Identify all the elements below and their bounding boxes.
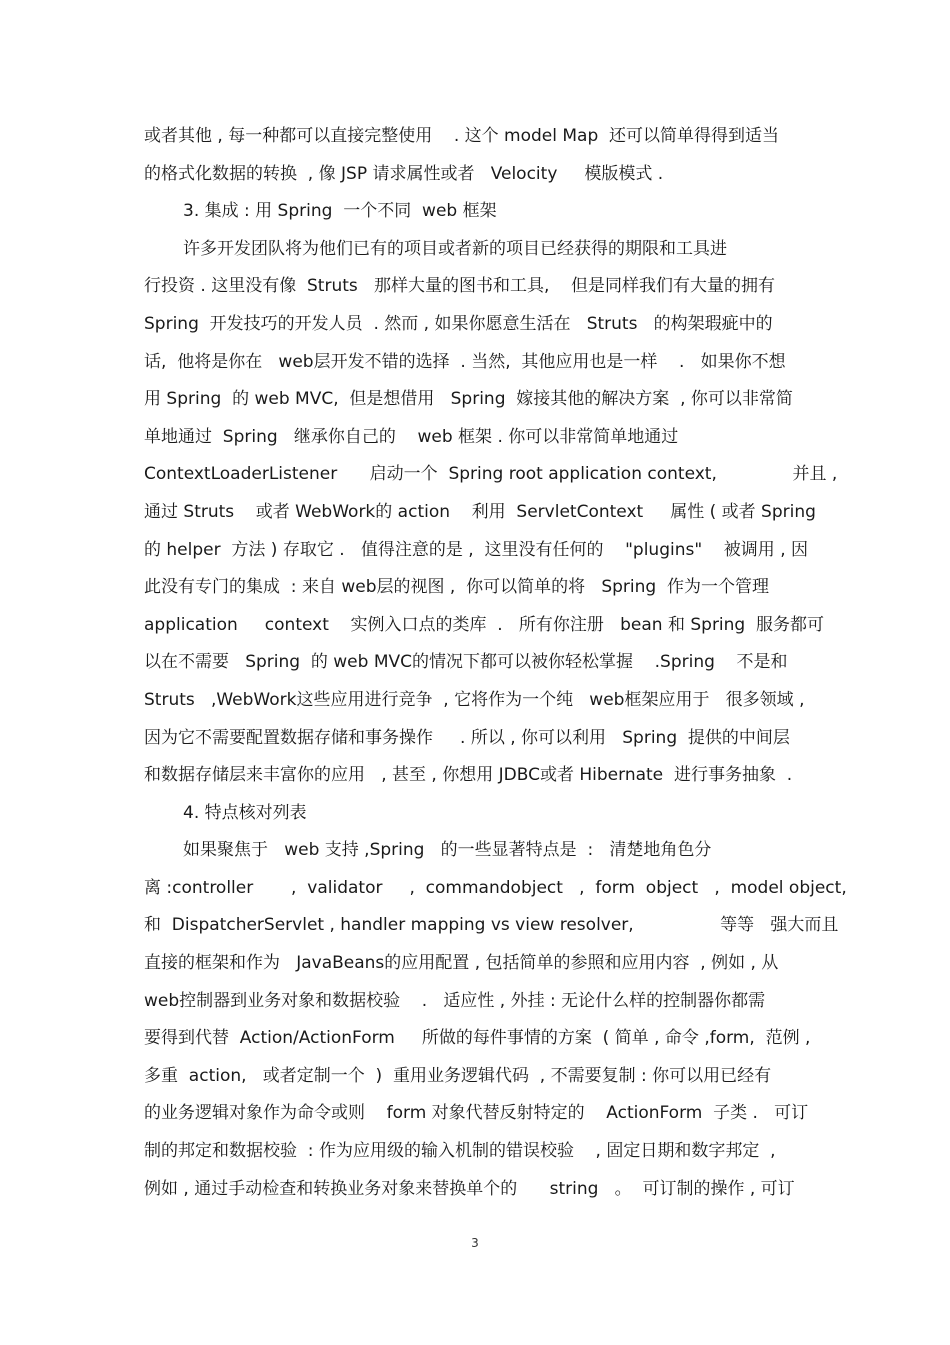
text-line: application context 实例入口点的类库 . 所有你注册 bean 和 Spring 服务都可 bbox=[144, 614, 825, 635]
section-heading: 4. 特点核对列表 bbox=[183, 802, 307, 823]
text-line: 的业务逻辑对象作为命令或则 form 对象代替反射特定的 ActionForm 子类 . 可订 bbox=[144, 1103, 809, 1124]
text-line: 制的邦定和数据校验 : 作为应用级的输入机制的错误校验 , 固定日期和数字邦定 , bbox=[144, 1141, 776, 1162]
text-line: 要得到代替 Action/ActionForm 所做的每件事情的方案 ( 简单 , 命令 ,form, 范例 , bbox=[144, 1028, 811, 1049]
text-line: 的格式化数据的转换 , 像 JSP 请求属性或者 Velocity 模版模式 . bbox=[144, 163, 664, 184]
text-line: 用 Spring 的 web MVC, 但是想借用 Spring 嫁接其他的解决方案 , 你可以非常简 bbox=[144, 389, 793, 410]
text-line: 此没有专门的集成 : 来自 web层的视图 , 你可以简单的将 Spring 作为一个管理 bbox=[144, 577, 769, 598]
text-line: 话, 他将是你在 web层开发不错的选择 . 当然, 其他应用也是一样 . 如果你不想 bbox=[144, 351, 786, 372]
text-line: 或者其他 , 每一种都可以直接完整使用 . 这个 model Map 还可以简单得得到适当 bbox=[144, 126, 780, 146]
text-line: 单地通过 Spring 继承你自己的 web 框架 . 你可以非常简单地通过 bbox=[144, 426, 679, 447]
text-line: 如果聚焦于 web 支持 ,Spring 的一些显著特点是 : 清楚地角色分 bbox=[183, 840, 712, 861]
text-line: 和 DispatcherServlet , handler mapping vs view resolver, 等等 强大而且 bbox=[144, 915, 839, 936]
text-line: 行投资 . 这里没有像 Struts 那样大量的图书和工具, 但是同样我们有大量的拥有 bbox=[144, 276, 775, 297]
text-line: ContextLoaderListener 启动一个 Spring root application context, 并且 , bbox=[144, 464, 838, 485]
text-line: web控制器到业务对象和数据校验 . 适应性 , 外挂 : 无论什么样的控制器你都需 bbox=[144, 990, 766, 1011]
text-line: 离 :controller , validator , commandobject , form object , model object, bbox=[144, 877, 847, 898]
document-body bbox=[144, 122, 847, 1212]
text-line: 通过 Struts 或者 WebWork的 action 利用 ServletContext 属性 ( 或者 Spring bbox=[144, 501, 816, 522]
page-number: 3 bbox=[471, 1236, 479, 1250]
text-line: 以在不需要 Spring 的 web MVC的情况下都可以被你轻松掌握 .Spring 不是和 bbox=[144, 652, 788, 673]
text-line: 因为它不需要配置数据存储和事务操作 . 所以 , 你可以利用 Spring 提供的中间层 bbox=[144, 727, 790, 748]
text-line: 例如 , 通过手动检查和转换业务对象来替换单个的 string 。 可订制的操作 , 可订 bbox=[144, 1178, 795, 1199]
text-line: 直接的框架和作为 JavaBeans的应用配置 , 包括简单的参照和应用内容 , 例如 , 从 bbox=[144, 953, 779, 974]
section-heading: 3. 集成 : 用 Spring 一个不同 web 框架 bbox=[183, 201, 497, 222]
text-line: 多重 action, 或者定制一个 ) 重用业务逻辑代码 , 不需要复制 : 你可以用已经有 bbox=[144, 1065, 772, 1086]
text-line: Struts ,WebWork这些应用进行竞争 , 它将作为一个纯 web框架应用于 很多领域 , bbox=[144, 689, 805, 710]
text-line: 和数据存储层来丰富你的应用 , 甚至 , 你想用 JDBC或者 Hibernate 进行事务抽象 . bbox=[144, 765, 793, 786]
text-line: 许多开发团队将为他们已有的项目或者新的项目已经获得的期限和工具进 bbox=[183, 238, 727, 259]
text-line: Spring 开发技巧的开发人员 . 然而 , 如果你愿意生活在 Struts 的构架瑕疵中的 bbox=[144, 313, 773, 334]
text-line: 的 helper 方法 ) 存取它 . 值得注意的是 , 这里没有任何的 "plugins" 被调用 , 因 bbox=[144, 539, 808, 560]
